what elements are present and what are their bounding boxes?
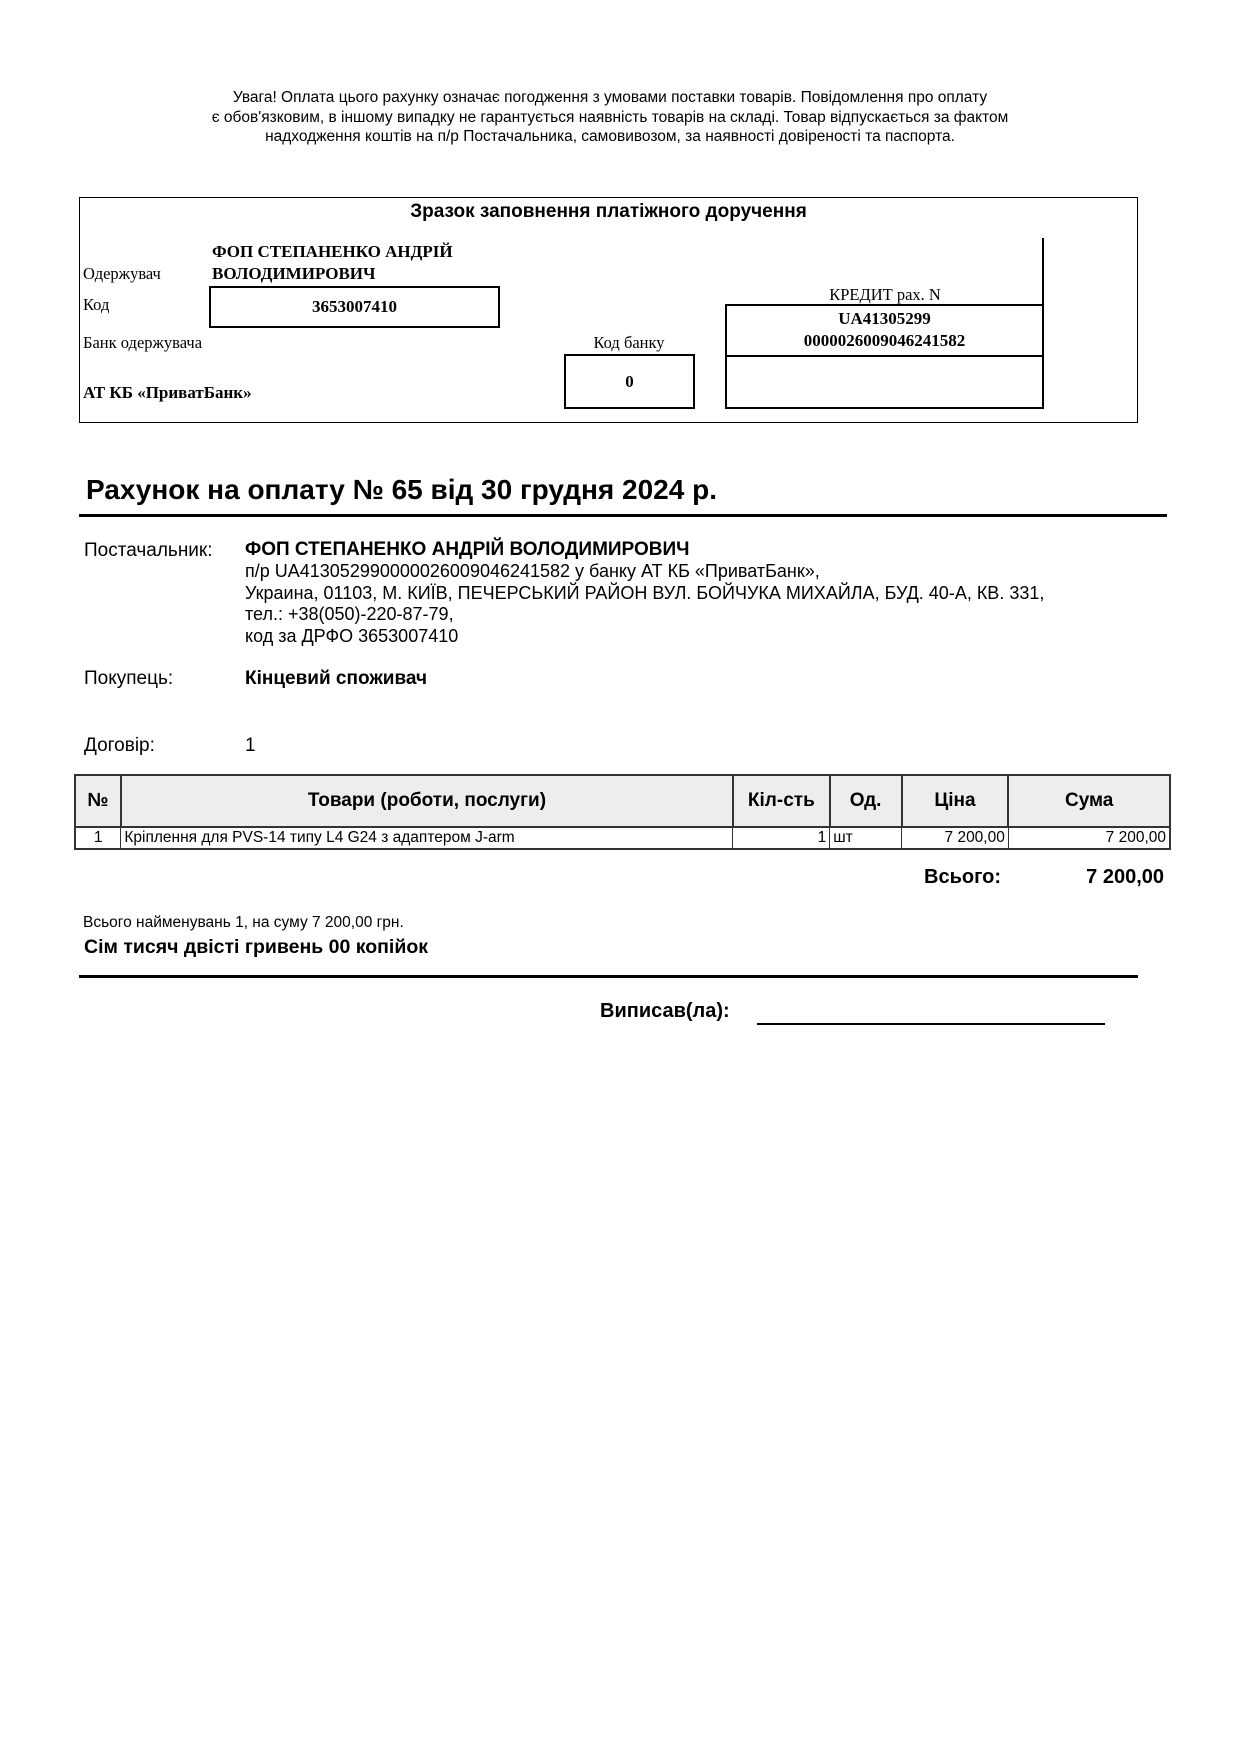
- row-qty: 1: [733, 827, 830, 849]
- table-header-row: [75, 775, 1170, 827]
- buyer-name: Кінцевий споживач: [245, 668, 428, 689]
- bank-code-label: Код банку: [593, 333, 665, 352]
- row-price: 7 200,00: [902, 827, 1009, 849]
- contract-label: Договір:: [84, 735, 155, 756]
- supplier-name: ФОП СТЕПАНЕНКО АНДРІЙ ВОЛОДИМИРОВИЧ: [245, 539, 690, 560]
- header-sum: Сума: [1008, 775, 1170, 827]
- recipient-name-line: ВОЛОДИМИРОВИЧ: [212, 264, 376, 283]
- header-num: №: [75, 775, 121, 827]
- row-unit: шт: [830, 827, 902, 849]
- notice-line: Увага! Оплата цього рахунку означає погодження з умовами поставки товарів. Повідомлення про оплату: [232, 89, 988, 106]
- iban-box: [725, 304, 1044, 357]
- items-table: [74, 774, 1171, 850]
- iban-line: UA41305299: [838, 309, 931, 328]
- signed-by-label: Виписав(ла):: [600, 1000, 730, 1022]
- payment-sample-title: Зразок заповнення платіжного доручення: [410, 201, 807, 222]
- row-sum: 7 200,00: [1008, 827, 1170, 849]
- header-qty: Кіл-сть: [733, 775, 830, 827]
- buyer-label: Покупець:: [84, 668, 174, 689]
- bank-name: АТ КБ «ПриватБанк»: [83, 383, 252, 402]
- notice-line: надходження коштів на п/р Постачальника, самовивозом, за наявності довіреності та паспорта.: [265, 128, 955, 145]
- supplier-account: п/р UA413052990000026009046241582 у банку АТ КБ «ПриватБанк»,: [245, 561, 820, 581]
- summary-line: Всього найменувань 1, на суму 7 200,00 грн.: [83, 914, 404, 931]
- supplier-code: код за ДРФО 3653007410: [245, 625, 459, 646]
- supplier-phone: тел.: +38(050)-220-87-79,: [245, 604, 454, 624]
- table-row: [75, 827, 1170, 849]
- signature-line: [757, 1023, 1105, 1025]
- credit-account-label: КРЕДИТ рах. N: [829, 285, 941, 304]
- invoice-title: Рахунок на оплату № 65 від 30 грудня 2024 р.: [86, 474, 717, 505]
- bank-label: Банк одержувача: [83, 333, 203, 352]
- code-value-box: [209, 286, 500, 328]
- supplier-address: Украина, 01103, М. КИЇВ, ПЕЧЕРСЬКИЙ РАЙОН ВУЛ. БОЙЧУКА МИХАЙЛА, БУД. 40-А, КВ. 331,: [245, 582, 1045, 603]
- bank-code-box: [564, 354, 695, 409]
- amount-in-words: Сім тисяч двісті гривень 00 копійок: [84, 936, 429, 958]
- supplier-label: Постачальник:: [84, 540, 213, 561]
- contract-value: 1: [245, 735, 256, 756]
- header-unit: Од.: [830, 775, 902, 827]
- notice-line: є обов'язковим, в іншому випадку не гарантується наявність товарів на складі. Товар відпускається за фактом: [211, 108, 1009, 126]
- iban-line: 0000026009046241582: [803, 331, 966, 350]
- recipient-name-line: ФОП СТЕПАНЕНКО АНДРІЙ: [212, 242, 453, 261]
- title-divider: [79, 514, 1167, 517]
- row-num: 1: [75, 827, 121, 849]
- total-value: 7 200,00: [1086, 866, 1164, 888]
- payment-notice: [150, 88, 1070, 147]
- code-value: 3653007410: [312, 297, 397, 316]
- recipient-name: [212, 241, 453, 285]
- header-price: Ціна: [902, 775, 1009, 827]
- row-goods: Кріплення для PVS-14 типу L4 G24 з адаптером J-arm: [121, 827, 733, 849]
- supplier-details: [245, 539, 1044, 647]
- bank-code-value: 0: [625, 371, 634, 391]
- header-goods: Товари (роботи, послуги): [121, 775, 733, 827]
- bottom-divider: [79, 975, 1138, 978]
- total-label: Всього:: [924, 866, 1002, 888]
- code-label: Код: [83, 295, 110, 314]
- empty-box: [725, 354, 1044, 409]
- recipient-label: Одержувач: [83, 264, 161, 283]
